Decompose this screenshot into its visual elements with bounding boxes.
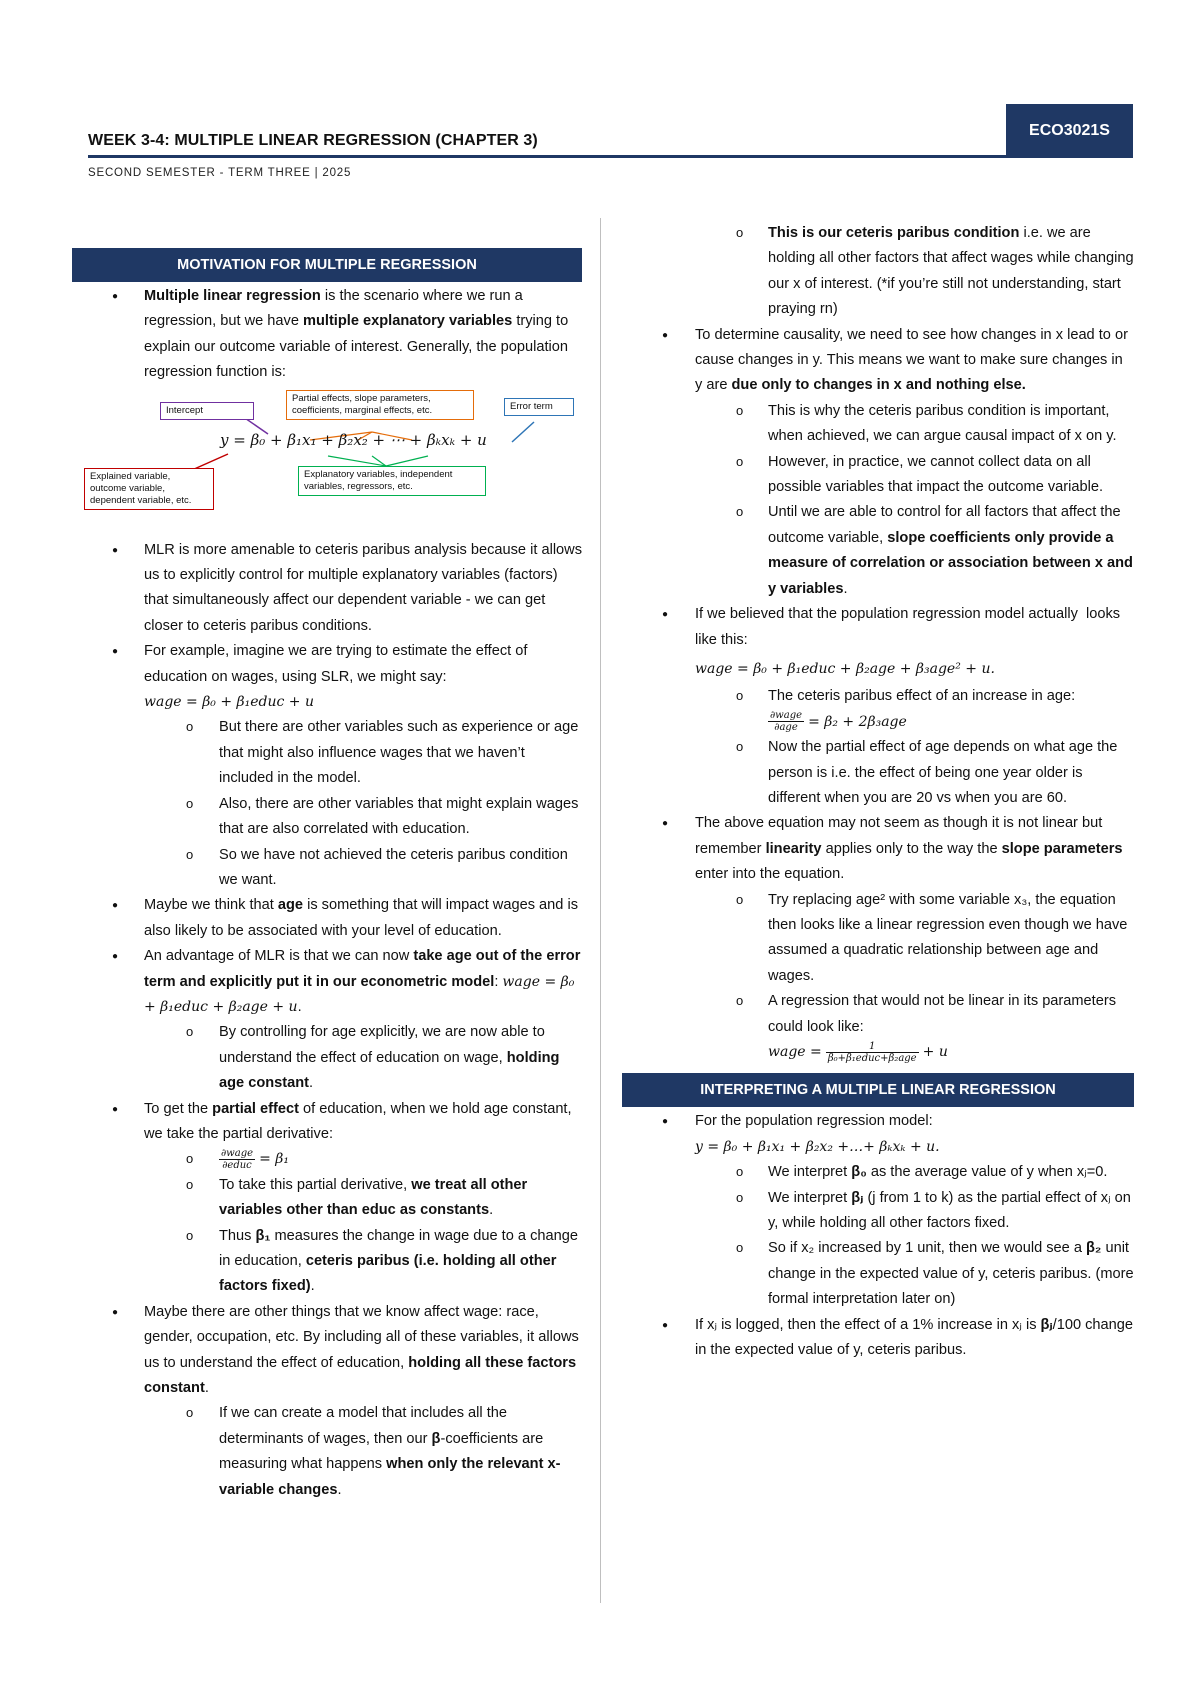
list-item: o $\frac{\text{∂wage}}{\text{∂educ}}$ = β₁ (72, 1147, 582, 1172)
list-item: o The ceteris paribus effect of an increase in age: $\frac{\text{∂wage}}{\text{∂age}}$ = β₂ + 2β₃age (622, 684, 1134, 735)
list-item: o If we can create a model that includes all the determinants of wages, then our β-coefficients are measuring what happens when only the relevant x-variable changes. (72, 1401, 582, 1503)
list-item: o Now the partial effect of age depends on what age the person is i.e. the effect of being one year older is different when you are 20 vs when you are 60. (622, 735, 1134, 811)
page-title: WEEK 3-4: MULTIPLE LINEAR REGRESSION (CHAPTER 3) (88, 132, 538, 149)
diagram-label-partial-effects: Partial effects, slope parameters, coefficients, marginal effects, etc. (286, 390, 474, 420)
list-item: ● To get the partial effect of education, when we hold age constant, we take the partial derivative: (72, 1097, 582, 1148)
list-item: ● Maybe there are other things that we know affect wage: race, gender, occupation, etc. By including all of these variables, it allows us to understand the effect of education, holding all these factors constant. (72, 1300, 582, 1402)
list-item: ● The above equation may not seem as though it is not linear but remember linearity applies only to the way the slope parameters enter into the equation. (622, 811, 1134, 887)
list-item: ● If we believed that the population regression model actually looks like this: (622, 602, 1134, 653)
list-item: o We interpret β₀ as the average value of y when xⱼ=0. (622, 1160, 1134, 1185)
header-rule (88, 155, 1133, 158)
list-item: o By controlling for age explicitly, we are now able to understand the effect of education on wage, holding age constant. (72, 1020, 582, 1096)
list-item: ● An advantage of MLR is that we can now take age out of the error term and explicitly put it in our econometric model: wage = β₀ + β₁educ + β₂age + u. (72, 944, 582, 1020)
regression-diagram (72, 390, 582, 532)
list-item: o So we have not achieved the ceteris paribus condition we want. (72, 843, 582, 894)
partial-derivative-age: $\frac{\text{∂wage}}{\text{∂age}}$ (770, 710, 803, 734)
partial-derivative-educ: o $\frac{\text{∂wage}}{\text{∂educ}}$ (221, 1148, 254, 1172)
nonlinear-fraction: $\frac{1}{\text{β₀+β₁educ+β₂age}}$ (827, 1040, 917, 1064)
list-item: ● For the population regression model: y = β₀ + β₁x₁ + β₂x₂ +…+ βₖxₖ + u. (622, 1109, 1134, 1160)
diagram-label-intercept: Intercept (160, 402, 254, 420)
left-column (72, 248, 582, 1503)
right-column (622, 221, 1134, 1363)
list-item: ● Maybe we think that age is something that will impact wages and is also likely to be associated with your level of education. (72, 893, 582, 944)
list-item: o We interpret βⱼ (j from 1 to k) as the partial effect of xⱼ on y, while holding all other factors fixed. (622, 1186, 1134, 1237)
list-item: ● If xⱼ is logged, then the effect of a 1% increase in xⱼ is βⱼ/100 change in the expected value of y, ceteris paribus. (622, 1313, 1134, 1364)
list-item: ● For example, imagine we are trying to estimate the effect of education on wages, using SLR, we might say: wage = β₀ + β₁educ + u (72, 639, 582, 715)
list-item: o To take this partial derivative, we treat all other variables other than educ as constants. (72, 1173, 582, 1224)
list-item: o This is our ceteris paribus condition i.e. we are holding all other factors that affect wages while changing our x of interest. (*if you’re still not understanding, start praying rn) (622, 221, 1134, 323)
list-item: o This is why the ceteris paribus condition is important, when achieved, we can argue causal impact of x on y. (622, 399, 1134, 450)
list-item: ● To determine causality, we need to see how changes in x lead to or cause changes in y. This means we want to make sure changes in y are due only to changes in x and nothing else. (622, 323, 1134, 399)
page-subtitle: SECOND SEMESTER - TERM THREE | 2025 (88, 167, 352, 179)
course-code-badge: ECO3021S (1006, 104, 1133, 158)
equation-slr: wage = β₀ + β₁educ + u (144, 694, 315, 711)
list-item: ● Multiple linear regression is the scenario where we run a regression, but we have multiple explanatory variables trying to explain our outcome variable of interest. Generally, the population regression function is: (72, 284, 582, 386)
section-banner-interpreting: INTERPRETING A MULTIPLE LINEAR REGRESSION (622, 1073, 1134, 1107)
equation-quadratic: wage = β₀ + β₁educ + β₂age + β₃age² + u. (695, 660, 995, 677)
column-divider (600, 218, 601, 1603)
diagram-label-explained-variable: Explained variable, outcome variable, dependent variable, etc. (84, 468, 214, 510)
list-item: o A regression that would not be linear in its parameters could look like: wage = $\frac{1}{\text{β₀+β₁educ+β₂age}}$ + u (622, 989, 1134, 1065)
equation-population: y = β₀ + β₁x₁ + β₂x₂ +…+ βₖxₖ + u. (695, 1138, 940, 1155)
list-item: o Thus β₁ measures the change in wage due to a change in education, ceteris paribus (i.e. holding all other factors fixed). (72, 1224, 582, 1300)
list-item: o However, in practice, we cannot collect data on all possible variables that impact the outcome variable. (622, 450, 1134, 501)
diagram-equation: y = β₀ + β₁x₁ + β₂x₂ + ⋯ + βₖxₖ + u (220, 430, 487, 449)
list-item: o Try replacing age² with some variable x₃, the equation then looks like a linear regression even though we have assumed a quadratic relationship between age and wages. (622, 888, 1134, 990)
list-item: o So if x₂ increased by 1 unit, then we would see a β₂ unit change in the expected value of y, ceteris paribus. (more formal interpretation later on) (622, 1236, 1134, 1312)
list-item: o But there are other variables such as experience or age that might also influence wages that we haven’t included in the model. (72, 715, 582, 791)
list-item: o Until we are able to control for all factors that affect the outcome variable, slope coefficients only provide a measure of correlation or association between x and y variables. (622, 500, 1134, 602)
list-item: o Also, there are other variables that might explain wages that are also correlated with education. (72, 792, 582, 843)
list-item: ● MLR is more amenable to ceteris paribus analysis because it allows us to explicitly control for multiple explanatory variables (factors) that simultaneously affect our dependent variable - we can get closer to ceteris paribus conditions. (72, 538, 582, 640)
diagram-label-explanatory-variables: Explanatory variables, independent variables, regressors, etc. (298, 466, 486, 496)
diagram-label-error-term: Error term (504, 398, 574, 416)
section-banner-motivation: MOTIVATION FOR MULTIPLE REGRESSION (72, 248, 582, 282)
